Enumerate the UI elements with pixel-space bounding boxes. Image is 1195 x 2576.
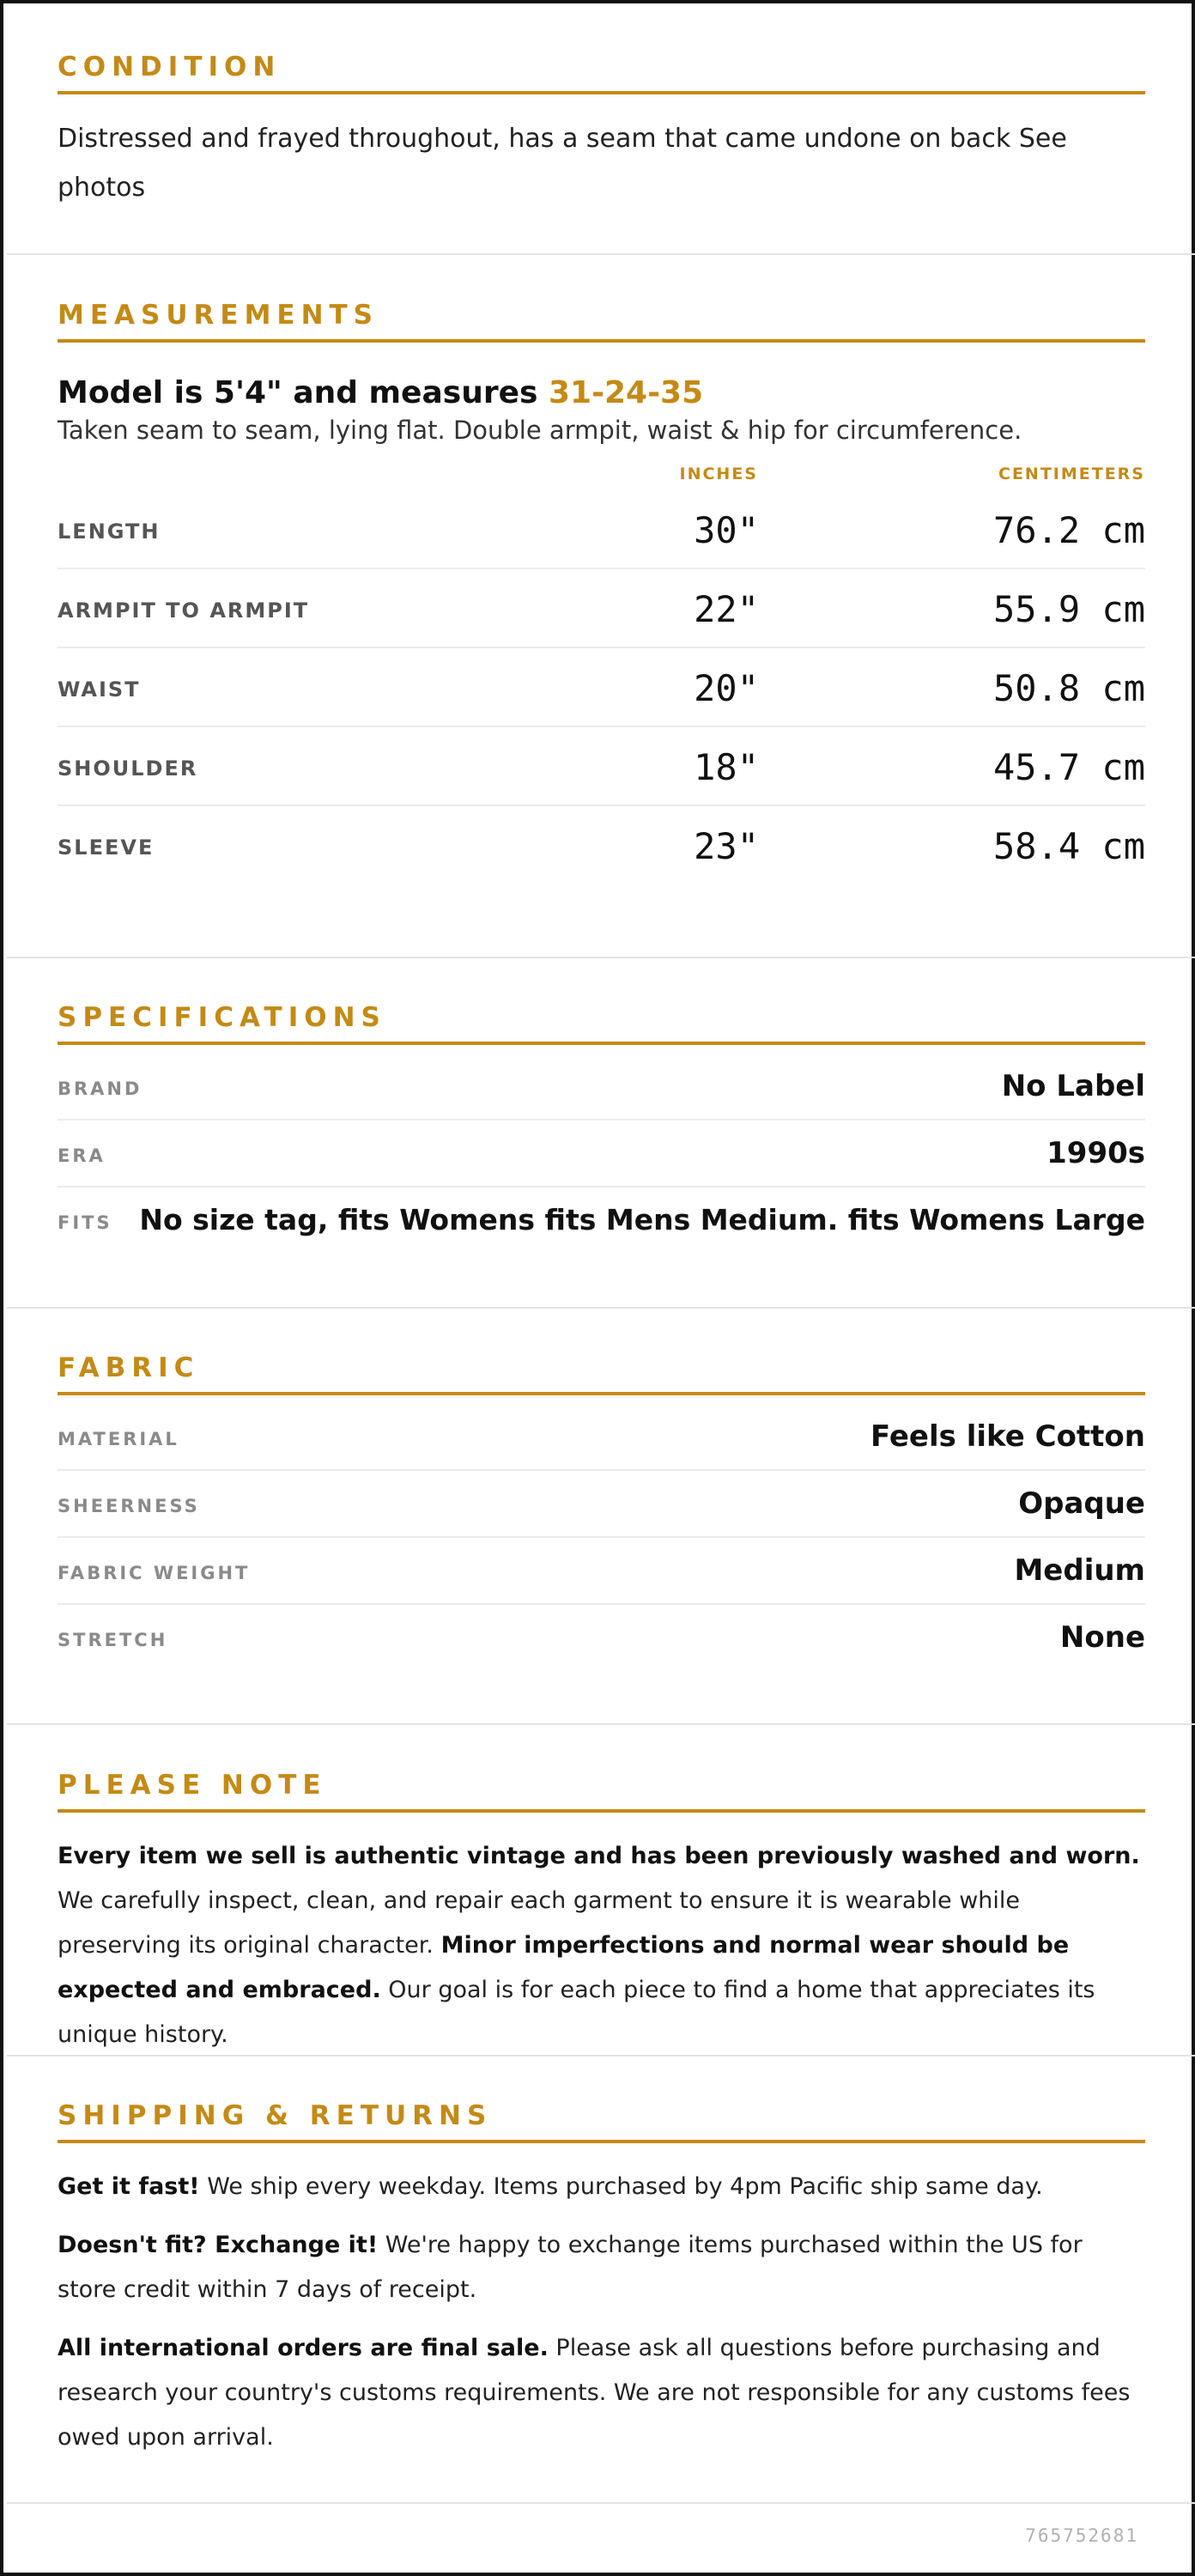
measurement-label: ARMPIT TO ARMPIT [58, 598, 310, 623]
measurement-inches: 18" [694, 746, 759, 788]
measurement-label: SHOULDER [58, 756, 198, 781]
note-text-2: Our goal is for each piece to find a home that appreciates its unique history. [58, 1977, 1095, 2048]
measurements-section [58, 299, 1145, 885]
section-divider [7, 2055, 1195, 2057]
please-note-title: PLEASE NOTE [58, 1770, 327, 1801]
section-divider [7, 957, 1195, 958]
fabric-row [58, 1538, 1145, 1605]
shipping-paragraph-exchange [58, 2223, 1145, 2312]
shipping-title: SHIPPING & RETURNS [58, 2100, 493, 2131]
spec-value: No Label [1001, 1069, 1145, 1103]
section-divider [7, 2502, 1195, 2504]
specifications-table [58, 1054, 1145, 1255]
fabric-rule [58, 1392, 1145, 1395]
condition-text: Distressed and frayed throughout, has a seam that came undone on back See photos [58, 124, 1067, 203]
spec-row [58, 1188, 1145, 1255]
fabric-value: None [1059, 1620, 1145, 1655]
fabric-key: MATERIAL [58, 1429, 179, 1449]
fabric-title: FABRIC [58, 1352, 200, 1383]
measurement-row [58, 806, 1145, 885]
note-bold-2: Minor imperfections and normal wear should be expected and embraced. [58, 1932, 1070, 2003]
measurements-note: Taken seam to seam, lying flat. Double armpit, waist & hip for circumference. [58, 416, 1022, 445]
note-bold-1: Every item we sell is authentic vintage and has been previously washed and worn. [58, 1843, 1140, 1869]
spec-key: ERA [58, 1145, 106, 1166]
shipping-section [58, 2099, 1145, 2460]
measurements-header [58, 447, 1145, 490]
shipping-fast-text: We ship every weekday. Items purchased by 4pm Pacific ship same day. [199, 2173, 1043, 2200]
fabric-row [58, 1471, 1145, 1538]
measurement-inches: 30" [694, 509, 759, 551]
shipping-international-bold: All international orders are final sale. [58, 2335, 549, 2361]
model-measurements [58, 374, 1145, 413]
measurements-table [58, 490, 1145, 885]
measurement-cm: 76.2 cm [992, 509, 1145, 551]
centimeters-column-header: CENTIMETERS [998, 465, 1145, 483]
measurement-inches: 22" [694, 588, 759, 630]
measurement-inches: 23" [694, 825, 759, 867]
fabric-value: Feels like Cotton [870, 1419, 1145, 1454]
please-note-text [58, 1834, 1145, 2057]
measurement-row [58, 490, 1145, 569]
please-note-section [58, 1769, 1145, 2057]
fabric-table [58, 1404, 1145, 1672]
shipping-paragraph-fast [58, 2165, 1145, 2209]
note-text-1: We carefully inspect, clean, and repair each garment to ensure it is wearable while preserving its original character. [58, 1887, 1021, 1959]
specifications-rule [58, 1042, 1145, 1045]
measurement-cm: 50.8 cm [992, 667, 1145, 709]
measurement-inches: 20" [694, 667, 759, 709]
measurement-cm: 45.7 cm [992, 746, 1145, 788]
measurements-title: MEASUREMENTS [58, 300, 379, 331]
model-prefix: Model is 5'4" and measures [58, 375, 549, 410]
measurement-label: WAIST [58, 677, 141, 702]
spec-value: No size tag, fits Womens fits Mens Medium. fits Womens Large [139, 1203, 1145, 1236]
condition-section [58, 51, 1145, 212]
section-divider [7, 1307, 1195, 1309]
shipping-paragraph-international [58, 2326, 1145, 2460]
shipping-international-text: Please ask all questions before purchasing and research your country's customs requirements. We are not responsible for any customs fees owed upon arrival. [58, 2335, 1131, 2451]
fabric-value: Opaque [1018, 1486, 1145, 1521]
condition-rule [58, 91, 1145, 94]
measurements-rule [58, 339, 1145, 343]
spec-row [58, 1054, 1145, 1121]
measurement-label: SLEEVE [58, 835, 155, 860]
spec-key: FITS [58, 1212, 112, 1233]
fabric-key: FABRIC WEIGHT [58, 1563, 251, 1583]
measurement-cm: 55.9 cm [992, 588, 1145, 630]
shipping-rule [58, 2140, 1145, 2143]
specifications-title: SPECIFICATIONS [58, 1002, 386, 1033]
spec-row [58, 1121, 1145, 1188]
inches-column-header: INCHES [679, 465, 758, 483]
shipping-exchange-text: We're happy to exchange items purchased within the US for store credit within 7 days of receipt. [58, 2232, 1083, 2303]
condition-title: CONDITION [58, 52, 282, 82]
model-measures-value: 31-24-35 [548, 375, 704, 410]
spec-value: 1990s [1046, 1136, 1145, 1170]
measurement-row [58, 727, 1145, 806]
please-note-rule [58, 1809, 1145, 1813]
product-id: 765752681 [1025, 2525, 1138, 2546]
specifications-section [58, 1001, 1145, 1255]
measurement-cm: 58.4 cm [992, 825, 1145, 867]
section-divider [7, 1723, 1195, 1725]
fabric-key: STRETCH [58, 1630, 168, 1650]
fabric-row [58, 1404, 1145, 1471]
section-divider [7, 253, 1195, 255]
spec-key: BRAND [58, 1078, 143, 1099]
fabric-row [58, 1605, 1145, 1672]
measurement-label: LENGTH [58, 519, 161, 544]
measurement-row [58, 648, 1145, 727]
fabric-section [58, 1352, 1145, 1672]
shipping-fast-bold: Get it fast! [58, 2173, 200, 2200]
fabric-key: SHEERNESS [58, 1496, 200, 1516]
shipping-exchange-bold: Doesn't fit? Exchange it! [58, 2232, 379, 2258]
measurement-row [58, 569, 1145, 648]
fabric-value: Medium [1014, 1553, 1145, 1588]
